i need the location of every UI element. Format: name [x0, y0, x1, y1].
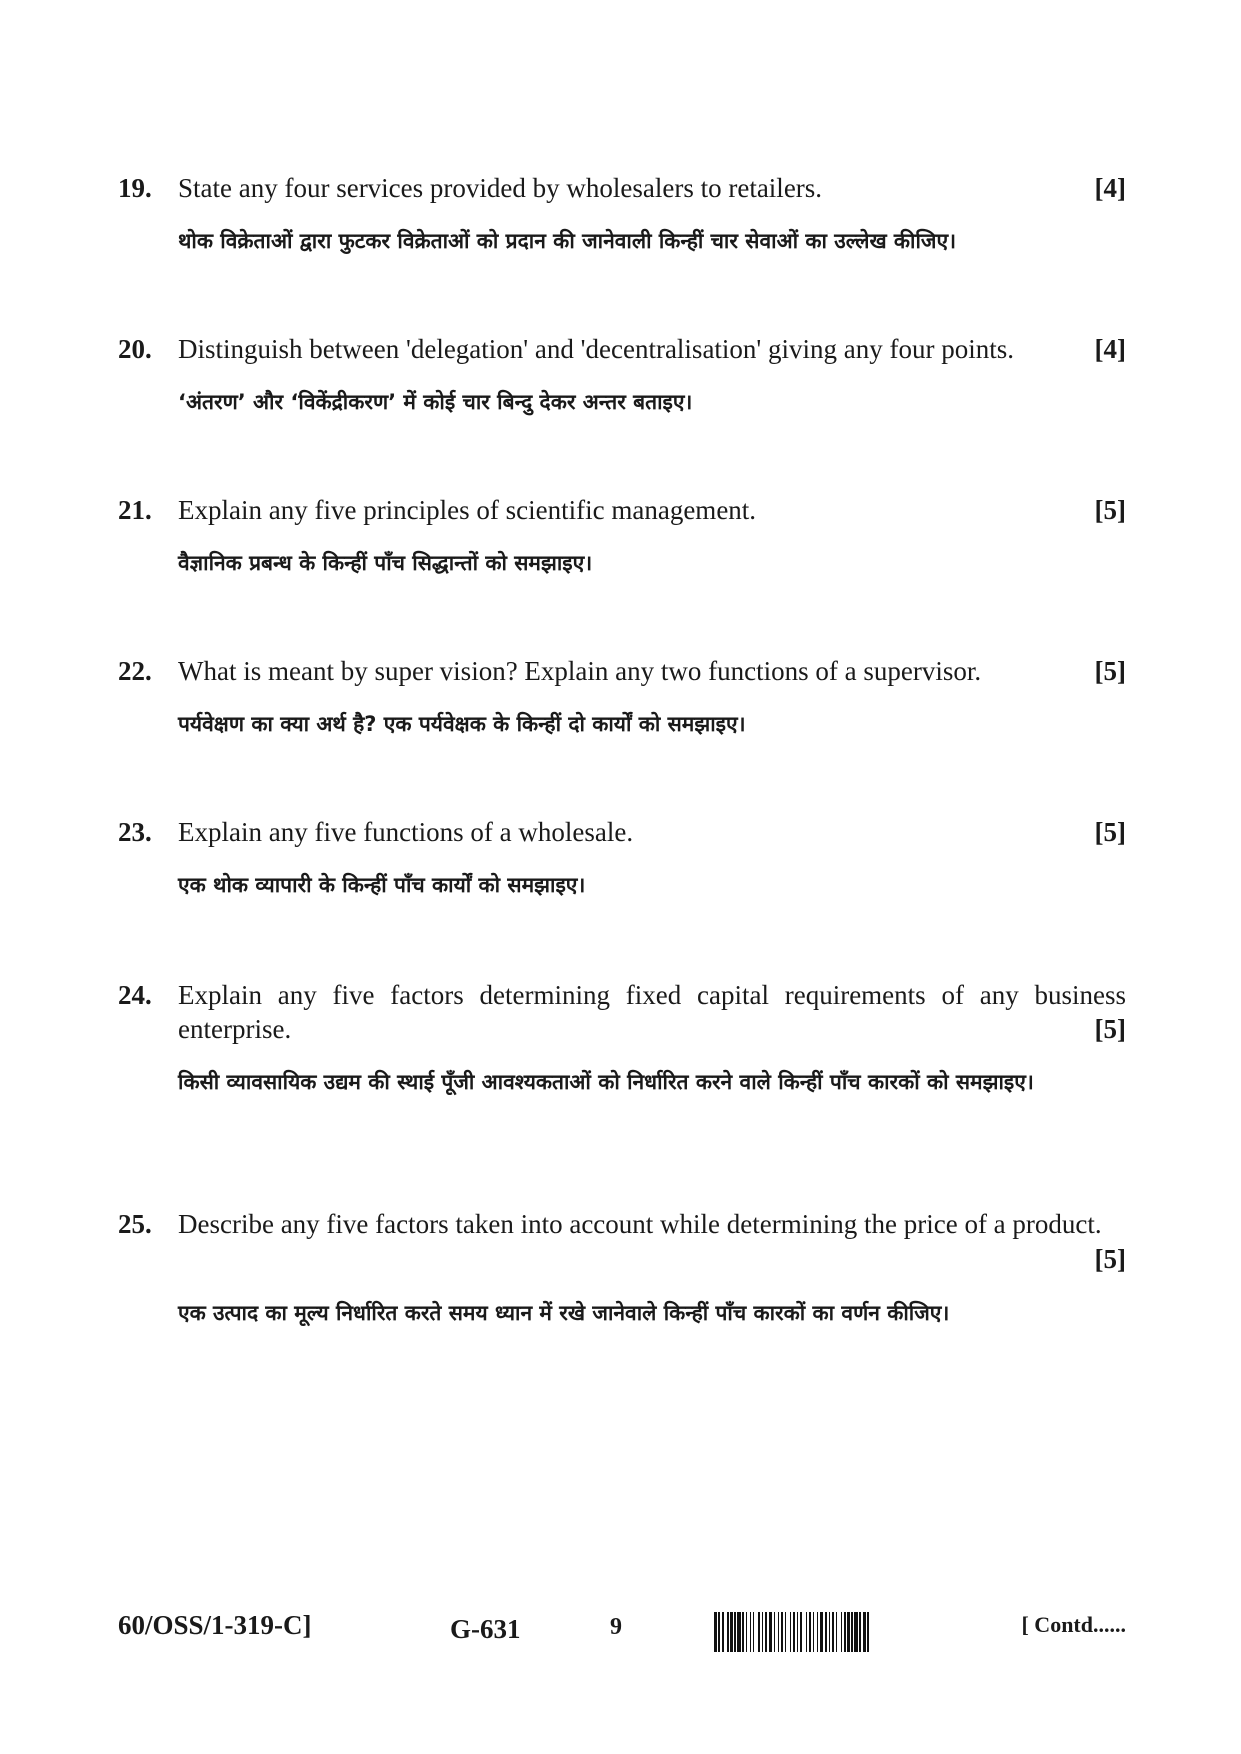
question-number: 21.: [118, 495, 152, 525]
question-marks: [4]: [1094, 334, 1126, 364]
question-text-line-1: Explain any five factors determining fixed capital requirements of any business: [178, 980, 1126, 1010]
question-text-line-2: enterprise.: [178, 1014, 292, 1044]
page-footer: [118, 1610, 1126, 1660]
question-text: What is meant by super vision? Explain any two functions of a supervisor.: [178, 656, 982, 686]
question-text: Distinguish between 'delegation' and 'decentralisation' giving any four points.: [178, 334, 1015, 364]
question-marks: [5]: [1094, 817, 1126, 847]
barcode: [714, 1612, 980, 1652]
question-23: [118, 814, 1126, 904]
question-19: [118, 170, 1126, 260]
question-text: Describe any five factors taken into account while determining the price of a product.: [178, 1209, 1102, 1239]
question-number: 24.: [118, 980, 152, 1010]
question-25: [118, 1206, 1126, 1332]
continued-label: [ Contd......: [1021, 1612, 1126, 1637]
question-number: 22.: [118, 656, 152, 686]
question-marks: [5]: [1094, 1014, 1126, 1044]
question-marks: [5]: [1094, 1244, 1126, 1274]
question-text-hindi: ‘अंतरण’ और ‘विकेंद्रीकरण’ में कोई चार बिन्दु देकर अन्तर बताइए।: [178, 390, 693, 414]
question-text: Explain any five functions of a wholesale.: [178, 817, 634, 847]
question-text-hindi: पर्यवेक्षण का क्या अर्थ है? एक पर्यवेक्षक के किन्हीं दो कार्यों को समझाइए।: [178, 712, 746, 736]
question-24: [118, 977, 1126, 1101]
question-marks: [5]: [1094, 656, 1126, 686]
series-code: G-631: [450, 1614, 521, 1644]
page-number: 9: [610, 1614, 622, 1640]
question-number: 20.: [118, 334, 152, 364]
question-text-hindi: एक उत्पाद का मूल्य निर्धारित करते समय ध्यान में रखे जानेवाले किन्हीं पाँच कारकों का वर्णन कीजिए।: [178, 1301, 950, 1325]
question-marks: [5]: [1094, 495, 1126, 525]
paper-code: 60/OSS/1-319-C]: [118, 1610, 312, 1640]
question-text-hindi: थोक विक्रेताओं द्वारा फुटकर विक्रेताओं को प्रदान की जानेवाली किन्हीं चार सेवाओं का उल्लेख कीजिए।: [178, 229, 957, 253]
question-21: [118, 492, 1126, 582]
question-number: 19.: [118, 173, 152, 203]
question-number: 23.: [118, 817, 152, 847]
question-text-hindi: किसी व्यावसायिक उद्यम की स्थाई पूँजी आवश्यकताओं को निर्धारित करने वाले किन्हीं पाँच कारकों को समझाइए।: [178, 1070, 1034, 1094]
question-text: Explain any five principles of scientific management.: [178, 495, 757, 525]
question-text-hindi: एक थोक व्यापारी के किन्हीं पाँच कार्यों को समझाइए।: [178, 873, 586, 897]
question-marks: [4]: [1094, 173, 1126, 203]
question-text-hindi: वैज्ञानिक प्रबन्ध के किन्हीं पाँच सिद्धान्तों को समझाइए।: [178, 551, 593, 575]
question-number: 25.: [118, 1209, 152, 1239]
question-20: [118, 331, 1126, 421]
question-text: State any four services provided by wholesalers to retailers.: [178, 173, 823, 203]
question-22: [118, 653, 1126, 743]
